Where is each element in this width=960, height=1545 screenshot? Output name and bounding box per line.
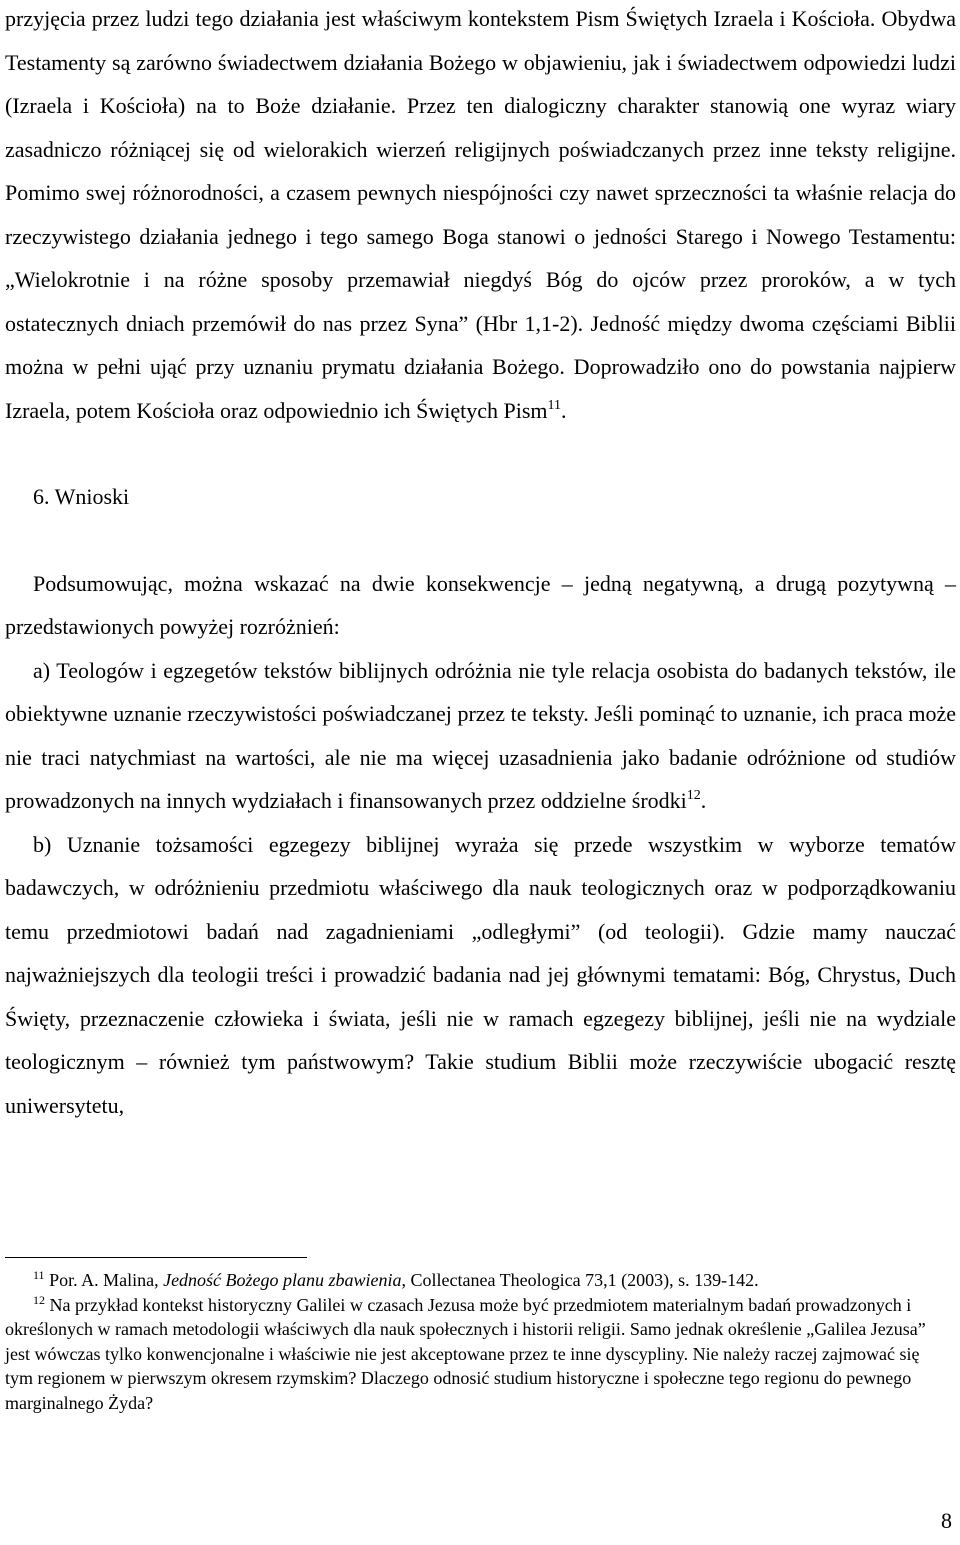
footnote-11-number: 11	[33, 1268, 45, 1282]
footnote-12-text: Na przykład kontekst historyczny Galilei w czasach Jezusa może być przedmiotem materialnym badań prowadzonych i określonych w ramach metodologii właściwych dla nauk społecznych i historii religii. Samo jednak określenie „Galilea Jezusa” jest wówczas tylko konwencjonalne i właściwie nie jest akceptowane przez te inne dyscypliny. Nie należy raczej zajmować się tym regionem w pierwszym okresem rzymskim? Dlaczego odnosić studium historyczne i społeczne tego regionu do pewnego marginalnego Żyda?	[5, 1294, 926, 1413]
paragraph-1	[5, 0, 956, 432]
footnote-separator	[5, 1257, 307, 1258]
footnote-11-suffix: , Collectanea Theologica 73,1 (2003), s. 139-142.	[401, 1270, 759, 1290]
spacer	[5, 519, 956, 562]
paragraph-4: b) Uznanie tożsamości egzegezy biblijnej wyraża się przede wszystkim w wyborze tematów badawczych, w odróżnieniu przedmiotu właściwego dla nauk teologicznych oraz w podporządkowaniu temu przedmiotowi badań nad zagadnieniami „odległymi” (od teologii). Gdzie mamy nauczać najważniejszych dla teologii treści i prowadzić badania nad jej głównymi tematami: Bóg, Chrystus, Duch Święty, przeznaczenie człowieka i świata, jeśli nie w ramach egzegezy biblijnej, jeśli nie na wydziale teologicznym – również tym państwowym? Takie studium Biblii może rzeczywiście ubogacić resztę uniwersytetu,	[5, 831, 956, 1118]
footnote-11-title: Jedność Bożego planu zbawienia	[163, 1270, 402, 1290]
footnote-ref-11[interactable]: 11	[547, 397, 562, 413]
paragraph-1-text: przyjęcia przez ludzi tego działania jest właściwym kontekstem Pism Świętych Izraela i Kościoła. Obydwa Testamenty są zarówno świadectwem działania Bożego w objawieniu, jak i świadectwem odpowiedzi ludzi (Izraela i Kościoła) na to Boże działanie. Przez ten dialogiczny charakter stanowią one wyraz wiary zasadniczo różniącej się od wielorakich wierzeń religijnych poświadczanych przez inne teksty religijne. Pomimo swej różnorodności, a czasem pewnych niespójności czy nawet sprzeczności ta właśnie relacja do rzeczywistego działania jednego i tego samego Boga stanowi o jedności Starego i Nowego Testamentu: „Wielokrotnie i na różne sposoby przemawiał niegdyś Bóg do ojców przez proroków, a w tych ostatecznych dniach przemówił do nas przez Syna” (Hbr 1,1-2). Jedność między dwoma częściami Biblii można w pełni ująć przy uznaniu prymatu działania Bożego. Doprowadziło ono do powstania najpierw Izraela, potem Kościoła oraz odpowiednio ich Świętych Pism	[5, 6, 956, 423]
page-number: 8	[941, 1508, 952, 1533]
footnote-12-number: 12	[33, 1292, 45, 1307]
paragraph-1-end: .	[561, 397, 567, 423]
paragraph-2: Podsumowując, można wskazać na dwie konsekwencje – jedną negatywną, a drugą pozytywną – przedstawionych powyżej rozróżnień:	[5, 570, 956, 639]
section-heading: 6. Wnioski	[33, 484, 130, 509]
paragraph-3-end: .	[700, 788, 707, 813]
paragraph-3-text: a) Teologów i egzegetów tekstów biblijnych odróżnia nie tyle relacja osobista do badanych tekstów, ile obiektywne uznanie rzeczywistości poświadczanej przez te teksty. Jeśli pominąć to uznanie, ich praca może nie traci natychmiast na wartości, ale nie ma więcej uzasadnienia jako badanie odróżnione od studiów prowadzonych na innych wydziałach i finansowanych przez oddzielne środki	[5, 657, 956, 813]
paragraph-3	[5, 649, 956, 823]
footnote-11-prefix: Por. A. Malina,	[44, 1270, 164, 1290]
page-body	[5, 0, 956, 1127]
footnote-11	[5, 1268, 929, 1293]
footnote-12	[5, 1293, 929, 1416]
footnote-ref-12[interactable]: 12	[686, 788, 701, 803]
footnotes	[5, 1268, 929, 1415]
